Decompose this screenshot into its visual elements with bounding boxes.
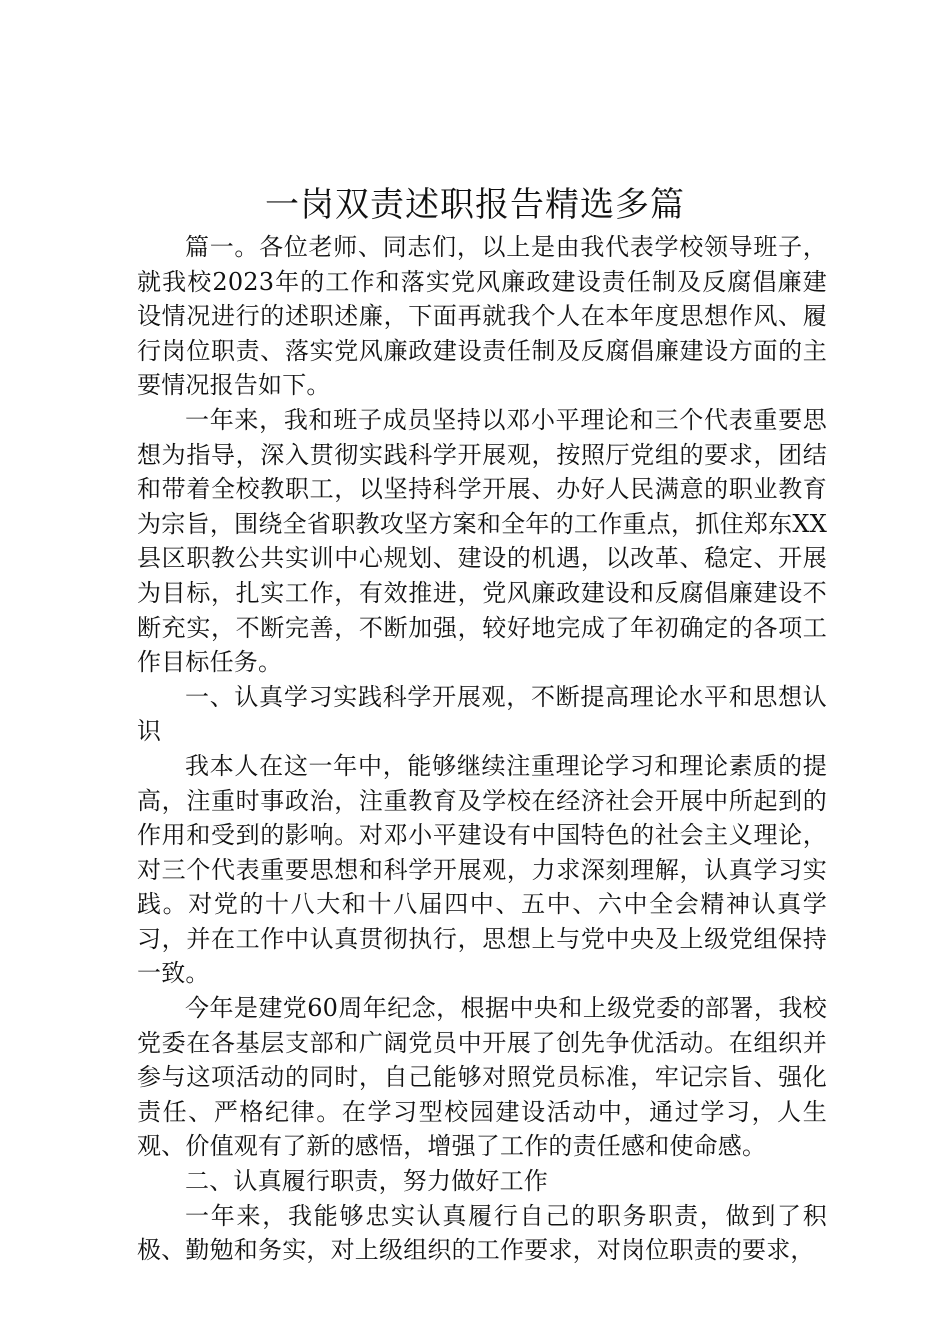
paragraph-overview: 一年来，我和班子成员坚持以邓小平理论和三个代表重要思想为指导，深入贯彻实践科学开展观，按照厅党组的要求，团结和带着全校教职工，以坚持科学开展、办好人民满意的职业教育为宗旨，围绕全省职教攻坚方案和全年的工作重点，抓住郑东XX县区职教公共实训中心规划、建设的机遇，以改革、稳定、开展为目标，扎实工作，有效推进，党风廉政建设和反腐倡廉建设不断充实，不断完善，不断加强，较好地完成了年初确定的各项工作目标任务。: [137, 405, 827, 677]
document-title: 一岗双责述职报告精选多篇: [265, 185, 685, 225]
paragraph-intro: 篇一。各位老师、同志们，以上是由我代表学校领导班子，就我校2023年的工作和落实党风廉政建设责任制及反腐倡廉建设情况进行的述职述廉，下面再就我个人在本年度思想作风、履行岗位职责、落实党风廉政建设责任制及反腐倡廉建设方面的主要情况报告如下。: [137, 233, 827, 400]
section-heading-1: 一、认真学习实践科学开展观，不断提高理论水平和思想认识: [137, 682, 827, 746]
section-heading-2: 二、认真履行职责，努力做好工作: [185, 1167, 548, 1196]
document-body: [137, 230, 827, 1268]
paragraph-duties: 一年来，我能够忠实认真履行自己的职务职责，做到了积极、勤勉和务实，对上级组织的工作要求，对岗位职责的要求，: [137, 1201, 827, 1265]
paragraph-study: 我本人在这一年中，能够继续注重理论学习和理论素质的提高，注重时事政治，注重教育及学校在经济社会开展中所起到的作用和受到的影响。对邓小平建设有中国特色的社会主义理论，对三个代表重要思想和科学开展观，力求深刻理解，认真学习实践。对党的十八大和十八届四中、五中、六中全会精神认真学习，并在工作中认真贯彻执行，思想上与党中央及上级党组保持一致。: [137, 751, 827, 988]
paragraph-anniversary: 今年是建党60周年纪念，根据中央和上级党委的部署，我校党委在各基层支部和广阔党员中开展了创先争优活动。在组织并参与这项活动的同时，自己能够对照党员标准，牢记宗旨、强化责任、严格纪律。在学习型校园建设活动中，通过学习，人生观、价值观有了新的感悟，增强了工作的责任感和使命感。: [137, 994, 827, 1161]
